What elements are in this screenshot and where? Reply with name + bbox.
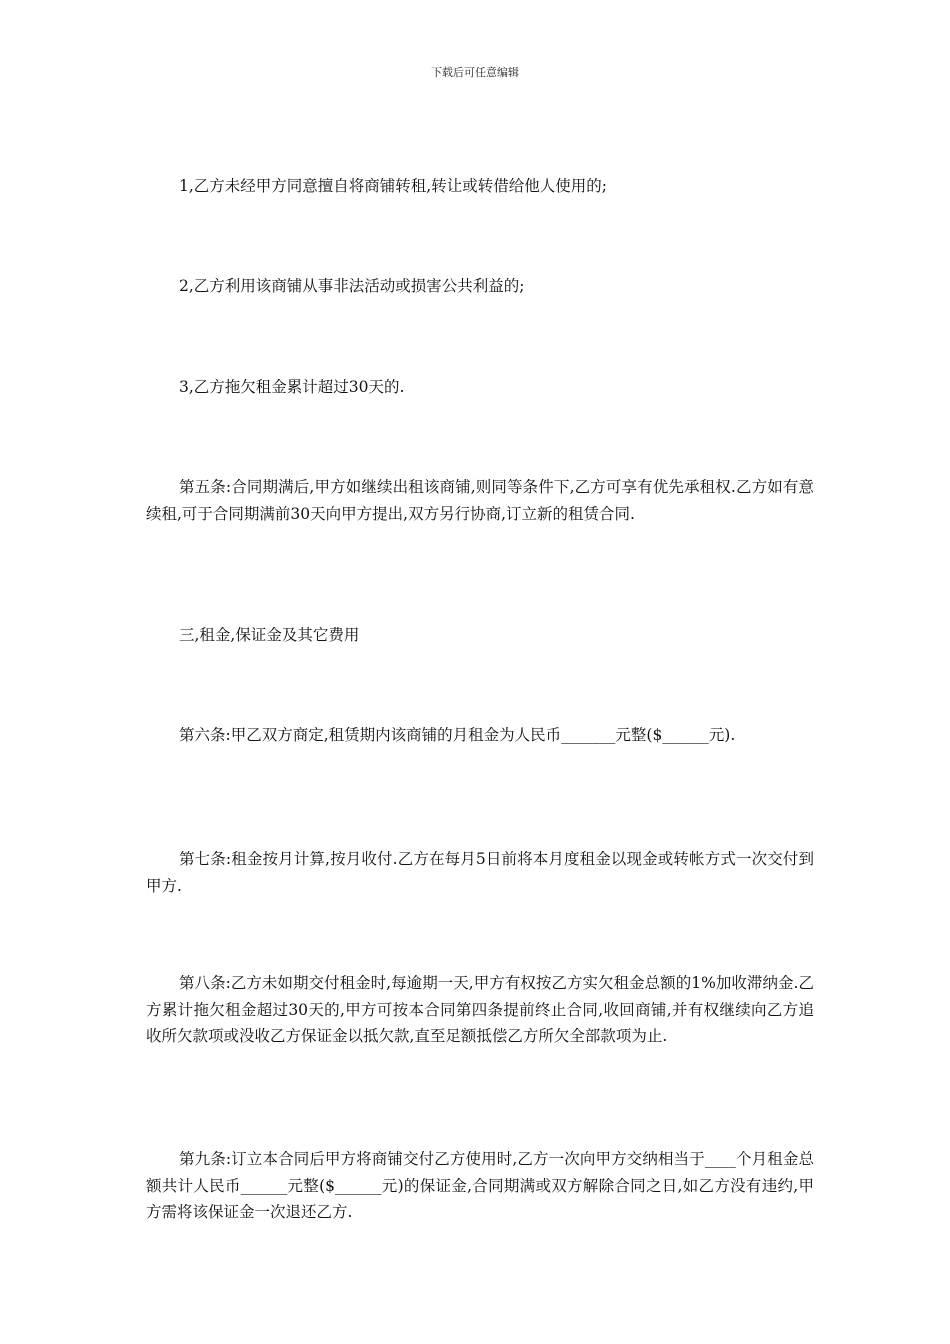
clause-item-1: 1,乙方未经甲方同意擅自将商铺转租,转让或转借给他人使用的; — [179, 177, 607, 195]
clause-item-3: 3,乙方拖欠租金累计超过30天的. — [179, 378, 405, 396]
article-7-paragraph: 第七条:租金按月计算,按月收付.乙方在每月5日前将本月度租金以现金或转帐方式一次交付到甲方. — [146, 850, 814, 895]
article-8-paragraph: 第八条:乙方未如期交付租金时,每逾期一天,甲方有权按乙方实欠租金总额的1%加收滞纳金.乙方累计拖欠租金超过30天的,甲方可按本合同第四条提前终止合同,收回商铺,并有权继续向乙方追收所欠款项或没收乙方保证金以抵欠款,直至足额抵偿乙方所欠全部款项为止. — [146, 974, 814, 1045]
article-9-paragraph: 第九条:订立本合同后甲方将商铺交付乙方使用时,乙方一次向甲方交纳相当于____个月租金总额共计人民币______元整($______元)的保证金,合同期满或双方解除合同之日,如乙方没有违约,甲方需将该保证金一次退还乙方. — [146, 1150, 814, 1221]
article-5-paragraph: 第五条:合同期满后,甲方如继续出租该商铺,则同等条件下,乙方可享有优先承租权.乙方如有意续租,可于合同期满前30天向甲方提出,双方另行协商,订立新的租赁合同. — [146, 478, 814, 523]
section-3-heading: 三,租金,保证金及其它费用 — [179, 626, 360, 644]
clause-item-2: 2,乙方利用该商铺从事非法活动或损害公共利益的; — [179, 277, 525, 295]
article-6-paragraph: 第六条:甲乙双方商定,租赁期内该商铺的月租金为人民币_______元整($______元). — [179, 726, 736, 744]
page-header: 下载后可任意编辑 — [431, 66, 519, 79]
